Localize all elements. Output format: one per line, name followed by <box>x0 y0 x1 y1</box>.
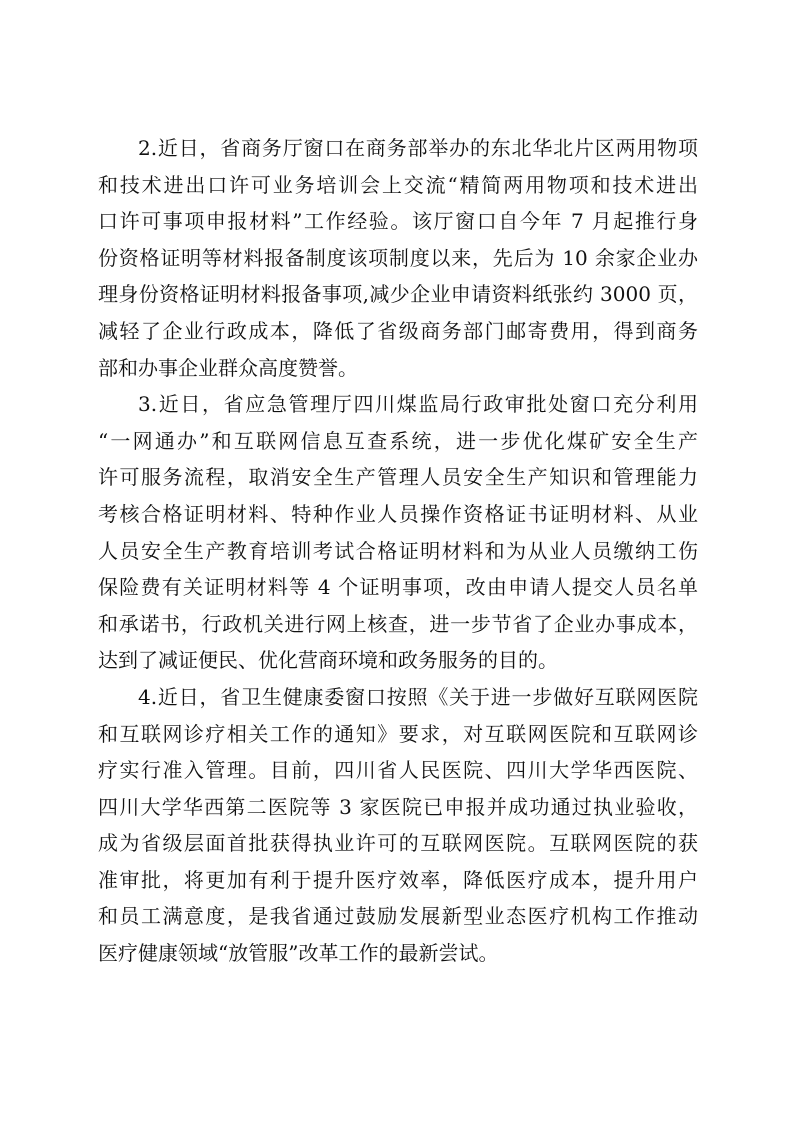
paragraph-health-commission <box>98 679 698 972</box>
paragraph-line: 份资格证明等材料报备制度该项制度以来，先后为 10 余家企业办 <box>98 245 698 270</box>
paragraph-line: 和承诺书，行政机关进行网上核查，进一步节省了企业办事成本， <box>98 611 698 636</box>
paragraph-line: 达到了减证便民、优化营商环境和政务服务的目的。 <box>98 648 558 673</box>
paragraph-commerce <box>98 130 698 386</box>
paragraph-line: 四川大学华西第二医院等 3 家医院已申报并成功通过执业验收， <box>98 794 698 819</box>
paragraph-line: 2.近日，省商务厅窗口在商务部举办的东北华北片区两用物项 <box>138 136 698 160</box>
paragraph-line: “一网通办”和互联网信息互查系统，进一步优化煤矿安全生产 <box>98 428 698 453</box>
paragraph-line: 理身份资格证明材料报备事项,减少企业申请资料纸张约 3000 页， <box>98 282 698 307</box>
paragraph-line: 人员安全生产教育培训考试合格证明材料和为从业人员缴纳工伤 <box>98 538 698 563</box>
paragraph-line: 保险费有关证明材料等 4 个证明事项，改由申请人提交人员名单 <box>98 575 698 600</box>
paragraph-line: 4.近日，省卫生健康委窗口按照《关于进一步做好互联网医院 <box>138 684 698 709</box>
paragraph-line: 医疗健康领域“放管服”改革工作的最新尝试。 <box>98 941 499 966</box>
paragraph-line: 成为省级层面首批获得执业许可的互联网医院。互联网医院的获 <box>98 831 698 856</box>
paragraph-line: 许可服务流程，取消安全生产管理人员安全生产知识和管理能力 <box>98 465 698 490</box>
paragraph-line: 疗实行准入管理。目前，四川省人民医院、四川大学华西医院、 <box>98 758 698 783</box>
paragraph-line: 部和办事企业群众高度赞誉。 <box>98 355 358 380</box>
paragraph-line: 和互联网诊疗相关工作的通知》要求，对互联网医院和互联网诊 <box>98 721 698 746</box>
document-body <box>98 130 698 972</box>
paragraph-line: 3.近日，省应急管理厅四川煤监局行政审批处窗口充分利用 <box>138 392 698 417</box>
paragraph-line: 和员工满意度，是我省通过鼓励发展新型业态医疗机构工作推动 <box>98 904 698 929</box>
paragraph-line: 口许可事项申报材料”工作经验。该厅窗口自今年 7 月起推行身 <box>98 209 698 234</box>
paragraph-line: 和技术进出口许可业务培训会上交流“精简两用物项和技术进出 <box>98 172 698 197</box>
paragraph-line: 考核合格证明材料、特种作业人员操作资格证书证明材料、从业 <box>98 501 698 526</box>
paragraph-line: 减轻了企业行政成本，降低了省级商务部门邮寄费用，得到商务 <box>98 318 698 343</box>
paragraph-line: 准审批，将更加有利于提升医疗效率，降低医疗成本，提升用户 <box>98 867 698 892</box>
paragraph-emergency-management <box>98 386 698 679</box>
